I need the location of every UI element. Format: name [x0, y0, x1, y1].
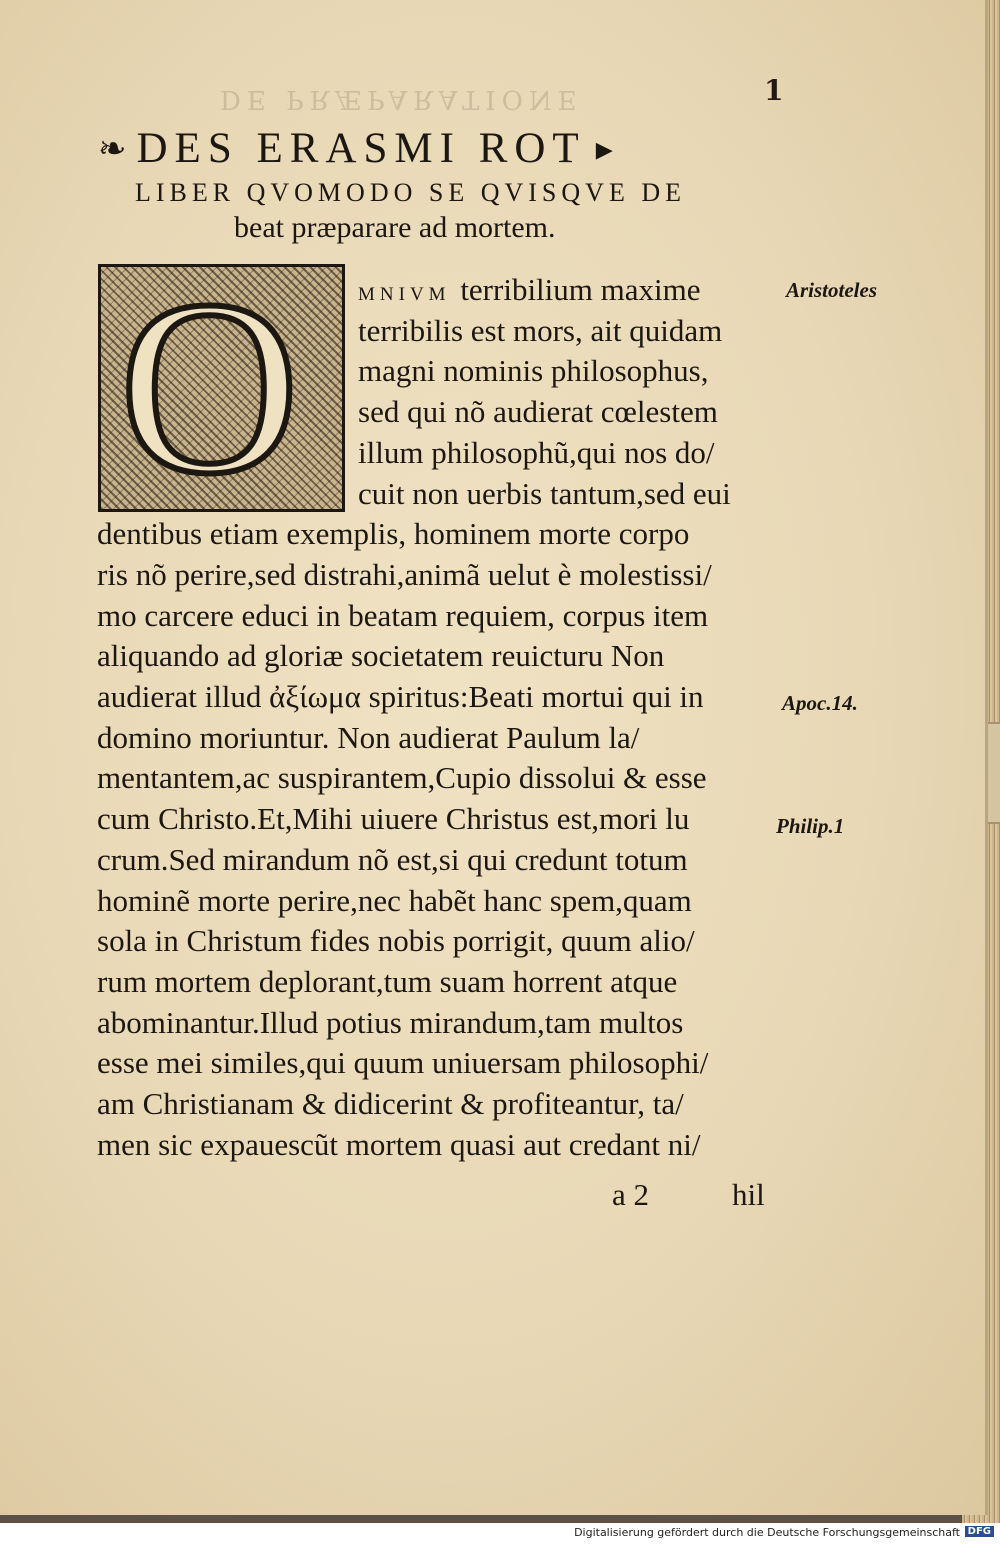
text-line [97, 598, 708, 634]
text-line [97, 842, 688, 878]
text-line [97, 760, 707, 796]
margin-note-philip: Philip.1 [776, 814, 845, 838]
initial-letter: O [119, 264, 300, 512]
line-text: cum Christo.Et,Mihi uiuere Christus est,mori lu [97, 801, 690, 837]
dfg-logo: DFG [965, 1526, 994, 1537]
line-text: ris nõ perire,sed distrahi,animã uelut è molestissi/ [97, 556, 712, 592]
text-line [97, 1005, 683, 1041]
line-text: am Christianam & didicerint & profiteantur, ta/ [97, 1086, 684, 1121]
text-line [97, 516, 689, 552]
footer-bar [0, 1523, 1000, 1545]
line-text: domino moriuntur. Non audierat Paulum la/ [97, 719, 640, 755]
woodcut-initial [98, 264, 345, 512]
line-text: esse mei similes,qui quum uniuersam philosophi/ [97, 1045, 709, 1081]
line-text: illum philosophũ,qui nos do/ [358, 434, 715, 470]
line-text: mentantem,ac suspirantem,Cupio dissolui & esse [97, 760, 707, 796]
text-line [97, 557, 712, 593]
page-number: 1 [764, 74, 784, 107]
text-line [97, 964, 677, 1000]
text-line [97, 883, 692, 919]
text-line [358, 394, 718, 430]
line-text: sola in Christum fides nobis porrigit, quum alio/ [97, 923, 695, 959]
text-line [358, 435, 715, 471]
text-line [97, 1127, 700, 1163]
heading-line-1 [98, 124, 788, 173]
line-text: dentibus etiam exemplis, hominem morte corpo [97, 516, 690, 552]
text-line [358, 353, 709, 389]
footer-credit: Digitalisierung gefördert durch die Deutsche Forschungsgemeinschaft [574, 1526, 960, 1539]
text-line [97, 801, 689, 837]
line-text: terribilium maxime [460, 272, 701, 307]
heading-line-2: LIBER QVOMODO SE QVISQVE DE [135, 178, 686, 207]
line-text: rum mortem deplorant,tum suam horrent atque [97, 963, 678, 999]
heading-title: DES ERASMI ROT [136, 125, 586, 172]
line-text: aliquando ad gloriæ societatem reuicturu Non [97, 638, 665, 674]
text-line [97, 1086, 684, 1122]
line-text: terribilis est mors, ait quidam [358, 312, 723, 348]
text-line [97, 679, 704, 715]
small-caps-prefix: MNIVM [358, 284, 461, 305]
margin-note-apoc: Apoc.14. [782, 691, 858, 715]
heading-end-ornament: ▸ [595, 128, 613, 169]
catchword: hil [732, 1177, 765, 1212]
heading-line-3: beat præparare ad mortem. [234, 211, 556, 244]
signature-mark: a 2 [612, 1177, 650, 1212]
line-text: mo carcere educi in beatam requiem, corpus item [97, 597, 709, 633]
margin-note-aristoteles: Aristoteles [786, 278, 878, 302]
line-text: men sic expauescũt mortem quasi aut credant ni/ [97, 1126, 701, 1162]
line-text: sed qui nõ audierat cœlestem [358, 394, 718, 430]
heading-ornament: ❧ [98, 128, 127, 169]
text-line [358, 272, 701, 308]
line-text: audierat illud ἀξίωμα spiritus:Beati mortui qui in [97, 679, 704, 714]
line-text: crum.Sed mirandum nõ est,si qui credunt totum [97, 841, 688, 877]
bleed-through-heading: DE PRÆPARATIONE [220, 84, 583, 114]
line-text: magni nominis philosophus, [358, 353, 709, 389]
text-line [358, 313, 722, 349]
text-line [97, 638, 664, 674]
text-line [97, 923, 695, 959]
text-line [358, 476, 731, 512]
line-text: cuit non uerbis tantum,sed eui [358, 475, 731, 511]
line-text: abominantur.Illud potius mirandum,tam multos [97, 1004, 684, 1040]
line-text: hominẽ morte perire,nec habẽt hanc spem,quam [97, 882, 692, 918]
text-line [97, 1045, 708, 1081]
text-line [97, 720, 639, 756]
